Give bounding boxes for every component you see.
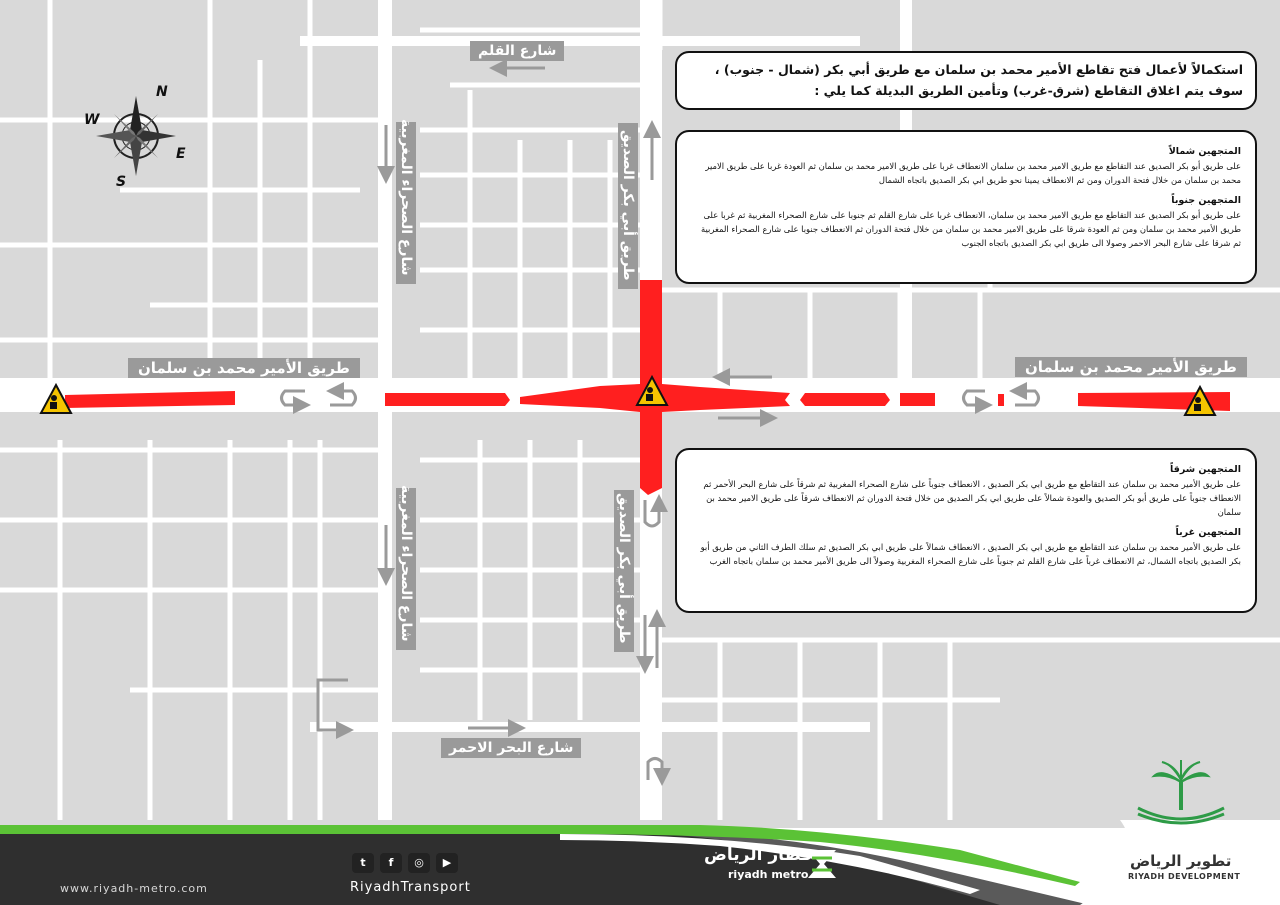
announcement-title-box (675, 51, 1257, 110)
compass-n-label: N (156, 84, 168, 100)
metro-name-ar: قطار الرياض (704, 845, 813, 865)
southbound-heading: المتجهين جنوباً (1171, 195, 1241, 206)
rda-name-ar: تطوير الرياض (1130, 852, 1232, 870)
north-south-detour-box (675, 130, 1257, 284)
street-label-al-qalam: شارع القلم (470, 41, 564, 61)
palm-swords-emblem-icon (1132, 760, 1230, 830)
metro-name-en: riyadh metro (728, 868, 809, 881)
eastbound-text: على طريق الأمير محمد بن سلمان عند التقاطع مع طريق ابي بكر الصديق ، الانعطاف جنوباً على شارع الصحراء المغربية ثم شرقاً على شارع البحر الأحمر ثم الانعطاف جنوباً على طريق أبو بكر الصديق والعودة شمالاً على طريق ابي بكر الصديق من خلال فتحة الدوران ثم الانعطاف شرقاً على طريق الامير محمد بن سلمان (703, 479, 1241, 517)
westbound-text: على طريق الأمير محمد بن سلمان عند التقاطع مع طريق ابي بكر الصديق ، الانعطاف شمالاً على طريق ابي بكر الصديق ثم سلك الطرف الثاني من طريق أبو بكر الصديق باتجاه الشمال، ثم الانعطاف غرباً على شارع القلم ثم جنوباً على شارع الصحراء المغربية وصولاً الى طريق الأمير محمد بن سلمان باتجاه الغرب (700, 542, 1241, 566)
website-url[interactable]: www.riyadh-metro.com (60, 882, 208, 895)
compass-e-label: E (176, 146, 186, 162)
rda-name-en: RIYADH DEVELOPMENT (1128, 872, 1241, 881)
southbound-text: على طريق أبو بكر الصديق عند التقاطع مع طريق الامير محمد بن سلمان، الانعطاف غربا على شارع القلم ثم جنوبا على شارع الصحراء المغربية ثم غربا على طريق الأمير محمد بن سلمان ومن ثم العودة شرقا على طريق الامير محمد بن سلمان من خلال فتحة الدوران ثم الانعطاف جنوبا على شارع الصحراء المغربية ثم شرقا على شارع البحر الاحمر وصولا الى طريق ابي بكر الصديق باتجاه الجنوب (701, 210, 1241, 248)
street-label-mbs-east: طريق الأمير محمد بن سلمان (1015, 357, 1247, 377)
compass-s-label: S (116, 174, 127, 190)
street-label-abu-bakr-north: طريق أبي بكر الصديق (618, 123, 638, 289)
facebook-icon[interactable]: f (380, 853, 402, 873)
twitter-icon[interactable]: t (352, 853, 374, 873)
youtube-icon[interactable]: ▶ (436, 853, 458, 873)
announcement-title: استكمالاً لأعمال فتح تقاطع الأمير محمد بن سلمان مع طريق أبي بكر (شمال - جنوب) ، سوف يتم اغلاق التقاطع (شرق-غرب) وتأمين الطريق البديلة كما يلي : (714, 62, 1243, 98)
east-west-detour-box (675, 448, 1257, 613)
social-handle[interactable]: RiyadhTransport (350, 880, 471, 895)
street-label-sahra-south: شارع الصحراء المغربية (396, 488, 416, 650)
northbound-text: على طريق أبو بكر الصديق عند التقاطع مع طريق الامير محمد بن سلمان الانعطاف غربا على طريق الامير محمد بن سلمان ثم العودة غربا على طريق الامير محمد بن سلمان من خلال فتحة الدوران ومن ثم الانعطاف يمينا نحو طريق ابي بكر الصديق باتجاه الشمال (705, 161, 1241, 185)
compass-w-label: W (84, 112, 100, 128)
northbound-heading: المتجهين شمالاً (1168, 146, 1241, 157)
street-label-sahra-north: شارع الصحراء المغربية (396, 122, 416, 284)
eastbound-heading: المتجهين شرقاً (1170, 464, 1241, 475)
street-label-abu-bakr-south: طريق أبي بكر الصديق (614, 490, 634, 652)
street-label-bahr-ahmar: شارع البحر الاحمر (441, 738, 581, 758)
street-label-mbs-west: طريق الأمير محمد بن سلمان (128, 358, 360, 378)
instagram-icon[interactable]: ◎ (408, 853, 430, 873)
westbound-heading: المتجهين غرباً (1175, 527, 1241, 538)
